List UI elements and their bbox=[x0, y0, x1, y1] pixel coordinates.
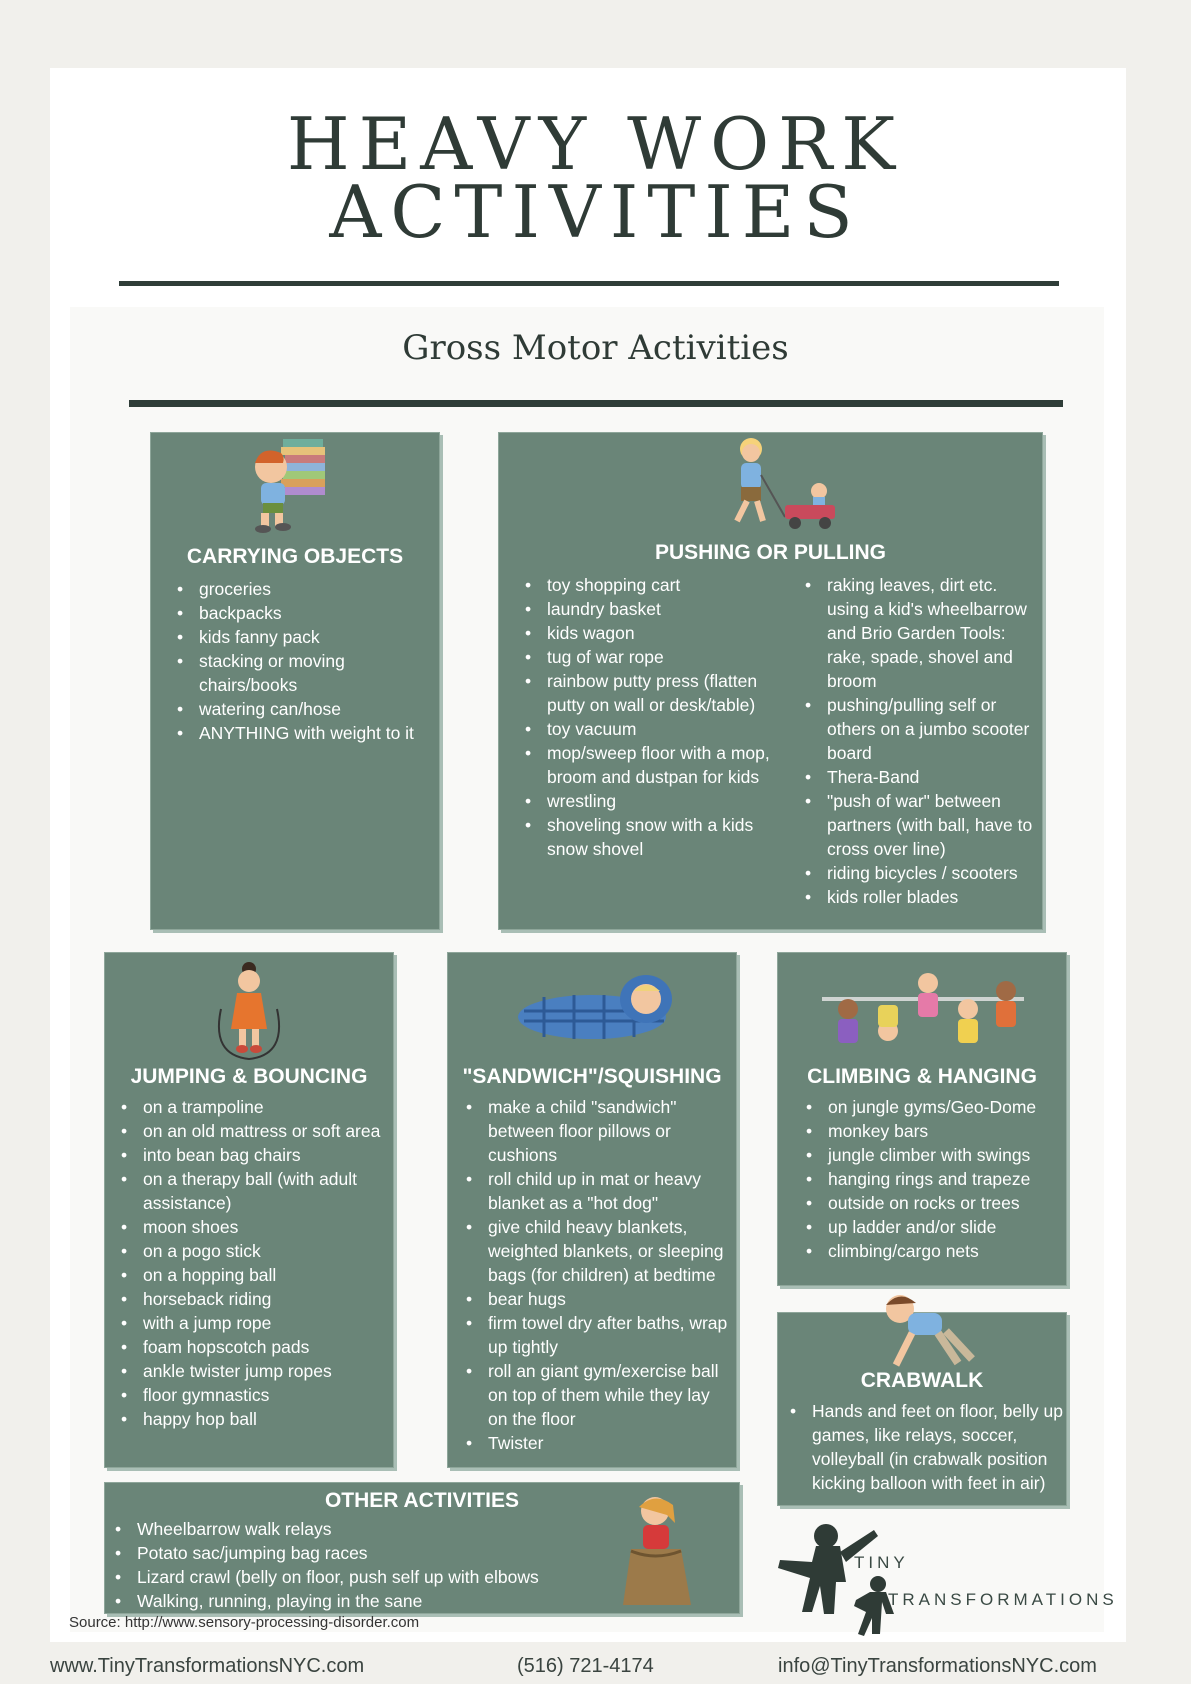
child-sack-race-icon bbox=[615, 1489, 705, 1609]
card-sandwich-squishing bbox=[447, 952, 737, 1468]
list-item: • up ladder and/or slide bbox=[800, 1215, 1064, 1239]
list-item: • Hands and feet on floor, belly up games, like relays, soccer, volleyball (in crabwalk position kicking balloon with feet in air) bbox=[784, 1399, 1064, 1495]
kids-hanging-bar-icon bbox=[818, 961, 1028, 1057]
card-list bbox=[460, 1095, 734, 1455]
section-divider bbox=[129, 400, 1063, 407]
list-item: • "push of war" between partners (with ball, have to cross over line) bbox=[799, 789, 1037, 861]
list-item: • Twister bbox=[460, 1431, 734, 1455]
card-list bbox=[109, 1517, 629, 1613]
list-item: • mop/sweep floor with a mop, broom and dustpan for kids bbox=[519, 741, 777, 789]
list-item: • tug of war rope bbox=[519, 645, 777, 669]
list-item: • watering can/hose bbox=[171, 697, 431, 721]
list-item: • bear hugs bbox=[460, 1287, 734, 1311]
list-item: • with a jump rope bbox=[115, 1311, 391, 1335]
card-list-right bbox=[799, 573, 1037, 909]
list-item: • on jungle gyms/Geo-Dome bbox=[800, 1095, 1064, 1119]
list-item: • wrestling bbox=[519, 789, 777, 813]
section-title: Gross Motor Activities bbox=[402, 328, 789, 368]
list-item: • riding bicycles / scooters bbox=[799, 861, 1037, 885]
child-crabwalk-icon bbox=[872, 1287, 982, 1375]
list-item: • make a child "sandwich" between floor pillows or cushions bbox=[460, 1095, 734, 1167]
list-item: • roll child up in mat or heavy blanket as a "hot dog" bbox=[460, 1167, 734, 1215]
list-item: • hanging rings and trapeze bbox=[800, 1167, 1064, 1191]
card-jumping-bouncing bbox=[104, 952, 394, 1468]
list-item: • moon shoes bbox=[115, 1215, 391, 1239]
list-item: • Thera-Band bbox=[799, 765, 1037, 789]
page-title-line2: ACTIVITIES bbox=[329, 170, 862, 254]
list-item: • pushing/pulling self or others on a jumbo scooter board bbox=[799, 693, 1037, 765]
card-pushing-pulling bbox=[498, 432, 1043, 930]
card-list bbox=[800, 1095, 1064, 1263]
list-item: • groceries bbox=[171, 577, 431, 601]
list-item: • firm towel dry after baths, wrap up tightly bbox=[460, 1311, 734, 1359]
list-item: • ankle twister jump ropes bbox=[115, 1359, 391, 1383]
list-item: • raking leaves, dirt etc. using a kid's wheelbarrow and Brio Garden Tools: rake, spade, shovel and broom bbox=[799, 573, 1037, 693]
list-item: • jungle climber with swings bbox=[800, 1143, 1064, 1167]
list-item: • floor gymnastics bbox=[115, 1383, 391, 1407]
list-item: • Wheelbarrow walk relays bbox=[109, 1517, 629, 1541]
list-item: • horseback riding bbox=[115, 1287, 391, 1311]
list-item: • foam hopscotch pads bbox=[115, 1335, 391, 1359]
footer-email[interactable]: info@TinyTransformationsNYC.com bbox=[778, 1655, 1097, 1677]
list-item: • give child heavy blankets, weighted blankets, or sleeping bags (for children) at bedtime bbox=[460, 1215, 734, 1287]
card-crabwalk bbox=[777, 1312, 1067, 1506]
card-list-left bbox=[519, 573, 777, 861]
list-item: • climbing/cargo nets bbox=[800, 1239, 1064, 1263]
list-item: • toy vacuum bbox=[519, 717, 777, 741]
list-item: • on a trampoline bbox=[115, 1095, 391, 1119]
title-divider bbox=[119, 281, 1059, 286]
card-list bbox=[784, 1399, 1064, 1495]
list-item: • Lizard crawl (belly on floor, push self up with elbows bbox=[109, 1565, 629, 1589]
list-item: • backpacks bbox=[171, 601, 431, 625]
list-item: • on a hopping ball bbox=[115, 1263, 391, 1287]
list-item: • shoveling snow with a kids snow shovel bbox=[519, 813, 777, 861]
list-item: • stacking or moving chairs/books bbox=[171, 649, 431, 697]
list-item: • kids fanny pack bbox=[171, 625, 431, 649]
list-item: • on a pogo stick bbox=[115, 1239, 391, 1263]
card-other-activities bbox=[104, 1482, 740, 1614]
child-jump-rope-icon bbox=[209, 959, 289, 1063]
child-pulling-wagon-icon bbox=[719, 435, 839, 531]
card-carrying-objects bbox=[150, 432, 440, 930]
card-list bbox=[115, 1095, 391, 1431]
card-list bbox=[171, 577, 431, 745]
child-in-sleeping-bag-icon bbox=[514, 971, 684, 1047]
footer-website[interactable]: www.TinyTransformationsNYC.com bbox=[50, 1655, 365, 1677]
card-title: CLIMBING & HANGING bbox=[807, 1065, 1037, 1088]
tiny-transformations-logo-icon bbox=[770, 1522, 910, 1640]
logo-text-line1: TINY bbox=[854, 1553, 909, 1572]
card-title: PUSHING OR PULLING bbox=[654, 541, 886, 564]
card-climbing-hanging bbox=[777, 952, 1067, 1286]
list-item: • kids wagon bbox=[519, 621, 777, 645]
list-item: • kids roller blades bbox=[799, 885, 1037, 909]
list-item: • happy hop ball bbox=[115, 1407, 391, 1431]
list-item: • roll an giant gym/exercise ball on top of them while they lay on the floor bbox=[460, 1359, 734, 1431]
list-item: • outside on rocks or trees bbox=[800, 1191, 1064, 1215]
list-item: • toy shopping cart bbox=[519, 573, 777, 597]
list-item: • monkey bars bbox=[800, 1119, 1064, 1143]
page-title-line1: HEAVY WORK bbox=[286, 102, 905, 186]
card-title: CRABWALK bbox=[860, 1369, 984, 1392]
list-item: • Potato sac/jumping bag races bbox=[109, 1541, 629, 1565]
child-carrying-books-icon bbox=[241, 437, 341, 533]
card-title: "SANDWICH"/SQUISHING bbox=[462, 1065, 722, 1088]
list-item: • on a therapy ball (with adult assistance) bbox=[115, 1167, 391, 1215]
logo-text-line2: TRANSFORMATIONS bbox=[888, 1590, 1118, 1609]
card-title: OTHER ACTIVITIES bbox=[324, 1489, 520, 1512]
list-item: • rainbow putty press (flatten putty on wall or desk/table) bbox=[519, 669, 777, 717]
list-item: • on an old mattress or soft area bbox=[115, 1119, 391, 1143]
list-item: • ANYTHING with weight to it bbox=[171, 721, 431, 745]
list-item: • into bean bag chairs bbox=[115, 1143, 391, 1167]
card-title: JUMPING & BOUNCING bbox=[130, 1065, 368, 1088]
list-item: • Walking, running, playing in the sane bbox=[109, 1589, 629, 1613]
card-title: CARRYING OBJECTS bbox=[186, 545, 404, 568]
list-item: • laundry basket bbox=[519, 597, 777, 621]
source-citation: Source: http://www.sensory-processing-disorder.com bbox=[69, 1614, 420, 1631]
footer-phone[interactable]: (516) 721-4174 bbox=[517, 1655, 654, 1677]
